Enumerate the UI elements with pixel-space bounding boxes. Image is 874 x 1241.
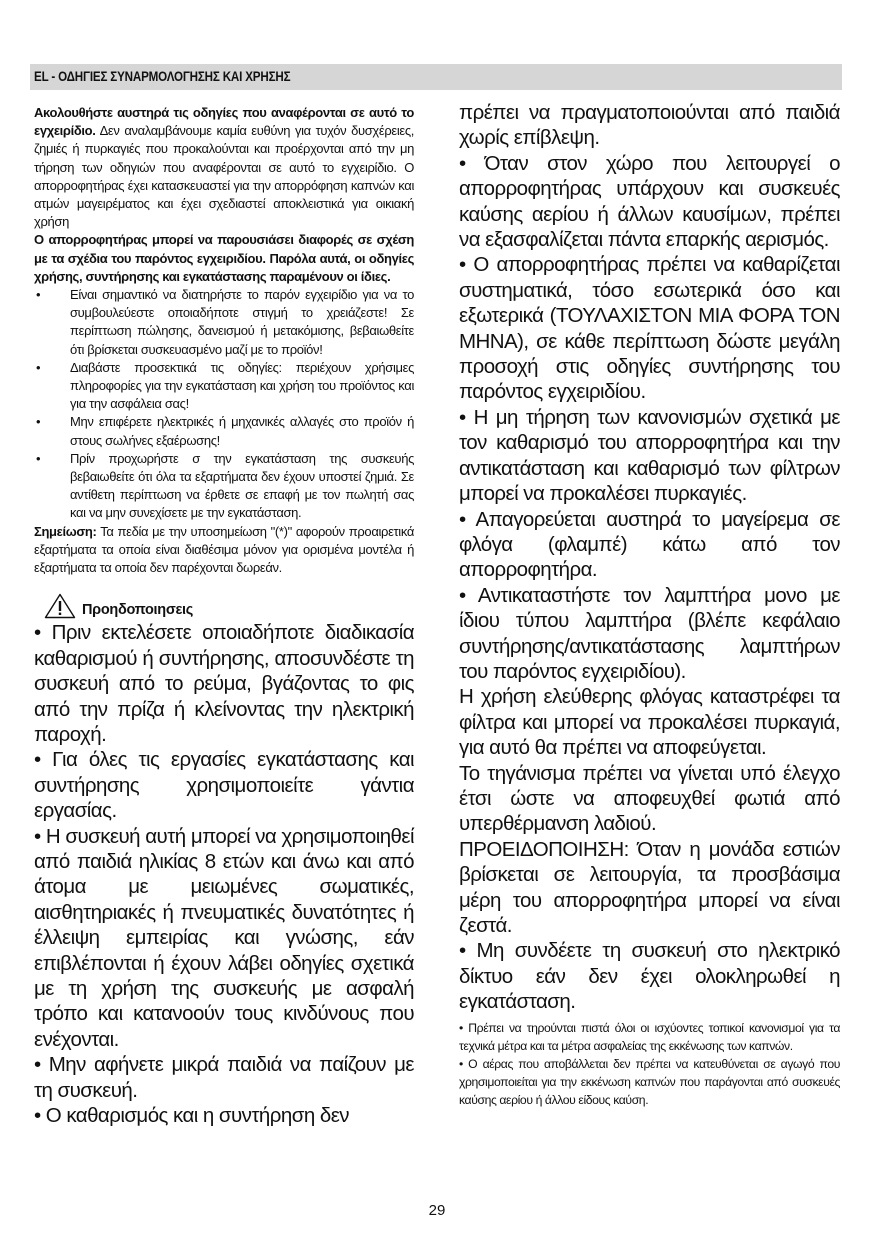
note-label: Σημείωση: (34, 523, 97, 539)
list-item: • Διαβάστε προσεκτικά τις οδηγίες: περιέχουν χρήσιμες πληροφορίες για την εγκατάσταση και χρήση του προϊόντος και για την ασφάλεια σας! (34, 359, 414, 414)
warning-item: • Αντικαταστήστε τον λαμπτήρα μονο με ίδιου τύπου λαμπτήρα (βλέπε κεφάλαιο συντήρησης/αντικατάστασης λαμπτήρων του παρόντος εγχειριδίου). (459, 583, 840, 683)
right-column (459, 100, 840, 1109)
warnings-left (34, 620, 414, 1128)
warnings-right (459, 100, 840, 1015)
warning-item: • Απαγορεύεται αυστηρά το μαγείρεμα σε φλόγα (φλαμπέ) κάτω από τον απορροφητήρα. (459, 507, 840, 582)
warning-item: • Ο καθαρισμός και η συντήρηση δεν (34, 1104, 349, 1127)
intro-bold: Ακολουθήστε αυστηρά τις οδηγίες που αναφέρονται σε αυτό το εγχειρίδιο. (34, 105, 414, 139)
warning-item: • Πριν εκτελέσετε οποιαδήποτε διαδικασία καθαρισμού ή συντήρησης, αποσυνδέστε τη συσκευή από το ρεύμα, βγάζοντας το φις από την πρίζα ή κλείνοντας την ηλεκτρική παροχή. (34, 621, 414, 746)
section-title: EL - ΟΔΗΓΙΕΣ ΣΥΝΑΡΜΟΛΟΓΗΣΗΣ ΚΑΙ ΧΡΗΣΗΣ (34, 69, 291, 84)
intro-text: Δεν αναλαμβάνουμε καμία ευθύνη για τυχόν δυσχέρειες, ζημιές ή πυρκαγιές που προκαλούνται και προέρχονται από την μη τήρηση των οδηγιών που αναφέρονται σε αυτό το εγχειρίδιο. Ο απορροφητήρας έχει κατασκευαστεί για την απορρόφηση καπνών και ατμών μαγειρέματος και έχει σχεδιαστεί αποκλειστικά για οικιακή χρήση (34, 123, 414, 230)
warning-item: • Η μη τήρηση των κανονισμών σχετικά με τον καθαρισμό του απορροφητήρα και την αντικατάσταση και καθαρισμό των φίλτρων μπορεί να προκαλέσει πυρκαγιές. (459, 405, 840, 506)
intro-block (34, 104, 414, 577)
note-text: Τα πεδία με την υποσημείωση "(*)" αφορούν προαιρετικά εξαρτήματα τα οποία είναι διαθέσιμα μόνον για ορισμένα μοντέλα ή εξαρτήματα τα οποία δεν παρέχονται δωρεάν. (34, 523, 414, 576)
warning-item: • Η συσκευή αυτή μπορεί να χρησιμοποιηθεί από παιδιά ηλικίας 8 ετών και άνω και από άτομα με μειωμένες σωματικές, αισθητηριακές ή πνευματικές δυνατότητες ή έλλειψη εμπειρίας και γνώσης, εάν επιβλέπονται ή έχουν λάβει οδηγίες σχετικά με τη χρήση της συσκευής με ασφαλή τρόπο και κατανοούν τους κινδύνους που ενέχονται. (34, 824, 414, 1051)
warning-item: • Όταν στον χώρο που λειτουργεί ο απορροφητήρας υπάρχουν και συσκευές καύσης αερίου ή άλλων καυσίμων, πρέπει να εξασφαλίζεται πάντα επαρκής αερισμός. (459, 151, 840, 252)
warnings-heading (34, 591, 414, 619)
warning-triangle-icon (44, 593, 76, 619)
bullet-list (34, 286, 414, 523)
intro-differences: Ο απορροφητήρας μπορεί να παρουσιάσει διαφορές σε σχέση με τα σχέδια του παρόντος εγχειριδίου. Παρόλα αυτά, οι οδηγίες χρήσης, συντήρησης και εγκατάστασης παραμένουν οι ίδιες. (34, 232, 414, 284)
warning-item: Το τηγάνισμα πρέπει να γίνεται υπό έλεγχο έτσι ώστε να αποφευχθεί φωτιά από υπερθέρμανση λαδιού. (459, 761, 840, 836)
left-column (34, 104, 414, 1128)
warning-item: • Για όλες τις εργασίες εγκατάστασης και συντήρησης χρησιμοποιείτε γάντια εργασίας. (34, 748, 414, 823)
note-paragraph (34, 523, 414, 578)
warning-item: • Μην αφήνετε μικρά παιδιά να παίζουν με τη συσκευή. (34, 1053, 414, 1102)
intro-paragraph (34, 104, 414, 231)
warning-item: ΠΡΟΕΙΔΟΠΟΙΗΣΗ: Όταν η μονάδα εστιών βρίσκεται σε λειτουργία, τα προσβάσιμα μέρη του απορροφητήρα μπορεί να είναι ζεστά. (459, 837, 840, 937)
list-item: • Είναι σημαντικό να διατηρήστε το παρόν εγχειρίδιο για να το συμβουλεύεστε οποιαδήποτε στιγμή το χρειάζεστε! Σε περίπτωση πώλησης, δανεισμού ή μετακόμισης, βεβαιωθείτε ότι βρίσκεται συσκευασμένο μαζί με το προϊόν! (34, 286, 414, 359)
warning-item: • Μη συνδέετε τη συσκευή στο ηλεκτρικό δίκτυο εάν δεν έχει ολοκληρωθεί η εγκατάσταση. (459, 939, 840, 1014)
warning-item: πρέπει να πραγματοποιούνται από παιδιά χωρίς επίβλεψη. (459, 101, 840, 150)
small-warning-item: • Πρέπει να τηρούνται πιστά όλοι οι ισχύοντες τοπικοί κανονισμοί για τα τεχνικά μέτρα και τα μέτρα ασφαλείας της εκκένωσης των καπνών. (459, 1020, 840, 1053)
list-item: • Μην επιφέρετε ηλεκτρικές ή μηχανικές αλλαγές στο προϊόν ή στους σωλήνες εξαέρωσης! (34, 413, 414, 449)
warnings-small (459, 1019, 840, 1109)
warning-item: • Ο απορροφητήρας πρέπει να καθαρίζεται συστηματικά, τόσο εσωτερικά όσο και εξωτερικά (ΤΟΥΛΑΧΙΣΤΟΝ ΜΙΑ ΦΟΡΑ ΤΟΝ ΜΗΝΑ), σε κάθε περίπτωση δώστε μεγάλη προσοχή στις οδηγίες συντήρησης του παρόντος εγχειριδίου. (459, 253, 840, 404)
section-header-bar (30, 64, 842, 90)
list-item: • Πρίν προχωρήστε σ την εγκατάσταση της συσκευής βεβαιωθείτε ότι όλα τα εξαρτήματα δεν έχουν υποστεί ζημιά. Σε αντίθετη περίπτωση να έρθετε σε επαφή με τον πωλητή σας και να μην συνεχίσετε με την εγκατάσταση. (34, 450, 414, 523)
small-warning-item: • Ο αέρας που αποβάλλεται δεν πρέπει να κατευθύνεται σε αγωγό που χρησιμοποιείται για την εκκένωση καπνών που παράγονται από συσκευές καύσης αερίου ή άλλου είδους καύση. (459, 1056, 840, 1107)
warning-item: Η χρήση ελεύθερης φλόγας καταστρέφει τα φίλτρα και μπορεί να προκαλέσει πυρκαγιά, για αυτό θα πρέπει να αποφεύγεται. (459, 685, 840, 760)
page-number: 29 (428, 1202, 446, 1219)
warnings-title: Προηδοποιησεις (82, 602, 194, 619)
